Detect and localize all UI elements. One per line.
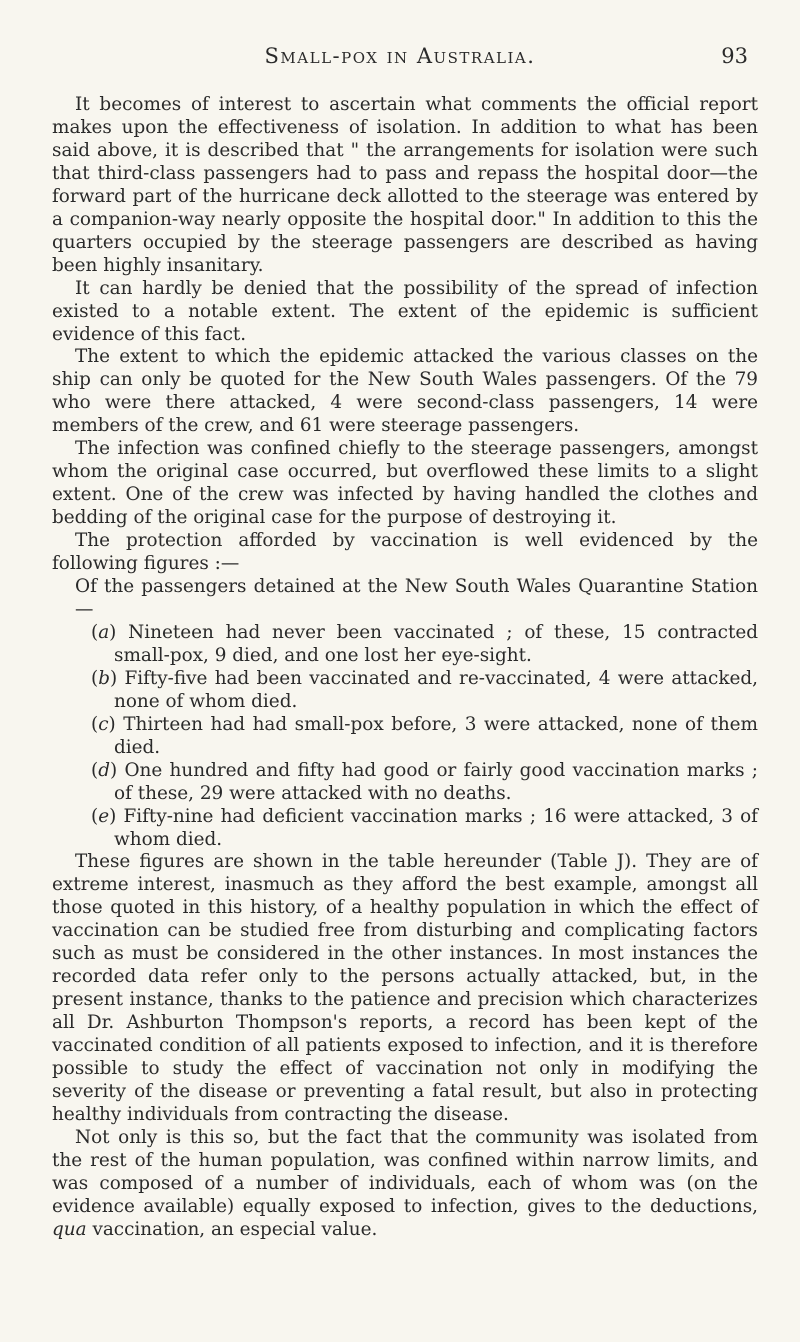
page-number: 93	[721, 44, 748, 68]
list-item: (e) Fifty-nine had deficient vaccination marks ; 16 were attacked, 3 of whom died.	[91, 805, 758, 850]
paragraph-vaccination-protection: The protection afforded by vaccination is well evidenced by the following figures :—	[52, 530, 758, 575]
list-item: (b) Fifty-five had been vaccinated and re-vaccinated, 4 were attacked, none of whom died.	[91, 667, 758, 712]
page-header	[0, 44, 800, 74]
paragraph-table-j-interest: These figures are shown in the table hereunder (Table J). They are of extreme interest, inasmuch as they afford the best example, amongst all those quoted in this history, of a healthy population in which the effect of vaccination can be studied free from disturbing and complicating factors such as must be considered in the other instances. In most instances the recorded data refer only to the persons actually attacked, but, in the present instance, thanks to the patience and precision which characterizes all Dr. Ashburton Thompson's reports, a record has been kept of the vaccinated condition of all patients exposed to infection, and it is therefore possible to study the effect of vaccination not only in modifying the severity of the disease or preventing a fatal result, but also in protecting healthy individuals from contracting the disease.	[52, 851, 758, 1125]
paragraph-spread-possibility: It can hardly be denied that the possibility of the spread of infection existed to a notable extent. The extent of the epidemic is sufficient evidence of this fact.	[52, 277, 758, 345]
paragraph-community-isolated: Not only is this so, but the fact that the community was isolated from the rest of the human population, was confined within narrow limits, and was composed of a number of individuals, each of whom was (on the evidence available) equally exposed to infection, gives to the deductions, qua vaccination, an especial value.	[52, 1126, 758, 1240]
paragraph-infection-confined: The infection was confined chiefly to the steerage passengers, amongst whom the original case occurred, but overflowed these limits to a slight extent. One of the crew was infected by having handled the clothes and bedding of the original case for the purpose of destroying it.	[52, 438, 758, 529]
paragraph-passengers-detained: Of the passengers detained at the New South Wales Quarantine Station—	[75, 576, 758, 620]
vaccination-figures-list	[52, 622, 758, 852]
list-item: (d) One hundred and fifty had good or fairly good vaccination marks ; of these, 29 were attacked with no deaths.	[91, 759, 758, 804]
paragraph-isolation-comments: It becomes of interest to ascertain what comments the official report makes upon the effectiveness of isolation. In addition to what has been said above, it is described that " the arrangements for isolation were such that third-class passengers had to pass and repass the hospital door—the forward part of the hurricane deck allotted to the steerage was entered by a companion-way nearly opposite the hospital door." In addition to this the quarters occupied by the steerage passengers are described as having been highly insanitary.	[52, 94, 758, 276]
running-head: Small-pox in Australia.	[264, 44, 536, 68]
list-item: (a) Nineteen had never been vaccinated ; of these, 15 contracted small-pox, 9 died, and one lost her eye-sight.	[91, 621, 758, 666]
list-item: (c) Thirteen had had small-pox before, 3 were attacked, none of them died.	[91, 713, 758, 758]
body-text	[52, 94, 758, 1242]
paragraph-classes-attacked: The extent to which the epidemic attacked the various classes on the ship can only be quoted for the New South Wales passengers. Of the 79 who were there attacked, 4 were second-class passengers, 14 were members of the crew, and 61 were steerage passengers.	[52, 346, 758, 437]
